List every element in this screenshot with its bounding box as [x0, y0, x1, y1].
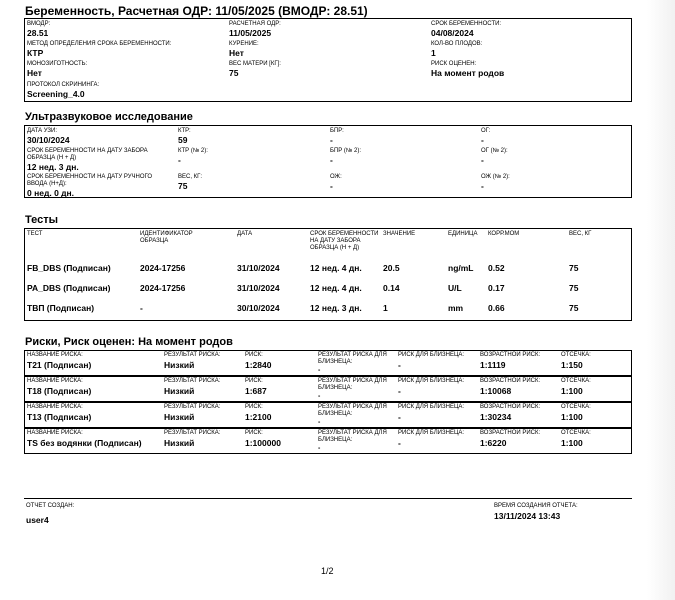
risk-value: 1:2840	[245, 360, 272, 370]
risk-name-label: НАЗВАНИЕ РИСКА:	[27, 378, 83, 384]
risk-name: T18 (Подписан)	[27, 386, 92, 396]
risk-value-label: РИСК:	[245, 352, 263, 358]
cutoff: 1:100	[561, 438, 583, 448]
ultrasound-box	[24, 125, 632, 198]
table-cell: 31/10/2024	[237, 283, 280, 293]
cutoff-label: ОТСЕЧКА:	[561, 430, 591, 436]
risk-value: 1:687	[245, 386, 267, 396]
twin-risk: -	[398, 386, 401, 396]
twin-risk: -	[398, 438, 401, 448]
table-cell: mm	[448, 303, 464, 313]
table-cell: U/L	[448, 283, 462, 293]
term-label: СРОК БЕРЕМЕННОСТИ:	[431, 21, 502, 27]
bpr2-value: -	[330, 155, 333, 165]
age-risk: 1:6220	[480, 438, 507, 448]
oj2-label: ОЖ (№ 2):	[481, 174, 510, 180]
table-cell: ng/mL	[448, 263, 474, 273]
tests-col-sample-id: ИДЕНТИФИКАТОР ОБРАЗЦА	[140, 231, 193, 244]
twin-result-label: РЕЗУЛЬТАТ РИСКА ДЛЯ БЛИЗНЕЦА:	[318, 378, 387, 391]
og2-value: -	[481, 155, 484, 165]
twin-risk-label: РИСК ДЛЯ БЛИЗНЕЦА:	[398, 430, 465, 436]
risk-result: Низкий	[164, 438, 195, 448]
tests-col-test: ТЕСТ	[27, 231, 43, 237]
fetus-count-label: КОЛ-ВО ПЛОДОВ:	[431, 41, 483, 47]
created-by-value: user4	[26, 515, 49, 525]
risk-result-label: РЕЗУЛЬТАТ РИСКА:	[164, 404, 221, 410]
protocol-value: Screening_4.0	[27, 89, 85, 99]
age-risk: 1:1119	[480, 360, 506, 370]
twin-risk: -	[398, 360, 401, 370]
age-risk-label: ВОЗРАСТНОЙ РИСК:	[480, 378, 541, 384]
fetus-count-value: 1	[431, 48, 436, 58]
cutoff-label: ОТСЕЧКА:	[561, 378, 591, 384]
ktr2-value: -	[178, 155, 181, 165]
risk-eval-value: На момент родов	[431, 68, 505, 78]
table-cell: 0.14	[383, 283, 400, 293]
table-cell: 0.52	[488, 263, 505, 273]
smoking-label: КУРЕНИЕ:	[229, 41, 259, 47]
table-cell: ТВП (Подписан)	[27, 303, 95, 313]
term-manual-value: 0 нед. 0 дн.	[27, 188, 75, 198]
ultrasound-title: Ультразвуковое исследование	[25, 111, 193, 123]
twin-result: -	[318, 445, 321, 452]
table-cell: PA_DBS (Подписан)	[27, 283, 111, 293]
table-cell: FB_DBS (Подписан)	[27, 263, 111, 273]
vmodr-label: ВМОДР:	[27, 21, 51, 27]
risk-result-label: РЕЗУЛЬТАТ РИСКА:	[164, 378, 221, 384]
term-at-label: СРОК БЕРЕМЕННОСТИ НА ДАТУ ЗАБОРА ОБРАЗЦА (Н + Д)	[27, 148, 148, 161]
risk-row	[24, 402, 632, 428]
risk-name-label: НАЗВАНИЕ РИСКА:	[27, 352, 83, 358]
table-cell: 0.66	[488, 303, 505, 313]
risks-title: Риски, Риск оценен: На момент родов	[25, 336, 233, 348]
twin-risk: -	[398, 412, 401, 422]
tests-col-term: СРОК БЕРЕМЕННОСТИ НА ДАТУ ЗАБОРА ОБРАЗЦА (Н + Д)	[310, 231, 379, 251]
risk-row	[24, 350, 632, 376]
risk-value: 1:2100	[245, 412, 272, 422]
table-cell: 0.17	[488, 283, 505, 293]
us-weight-value: 75	[178, 181, 188, 191]
us-date-label: ДАТА УЗИ:	[27, 128, 58, 134]
cutoff-label: ОТСЕЧКА:	[561, 352, 591, 358]
bpr-value: -	[330, 135, 333, 145]
tests-col-unit: ЕДИНИЦА	[448, 231, 478, 237]
age-risk-label: ВОЗРАСТНОЙ РИСК:	[480, 404, 541, 410]
table-cell: 12 нед. 4 дн.	[310, 283, 362, 293]
us-weight-label: ВЕС, КГ:	[178, 174, 203, 180]
odr-label: РАСЧЕТНАЯ ОДР:	[229, 21, 281, 27]
cutoff: 1:150	[561, 360, 583, 370]
risk-name-label: НАЗВАНИЕ РИСКА:	[27, 430, 83, 436]
table-cell: 12 нед. 4 дн.	[310, 263, 362, 273]
us-date-value: 30/10/2024	[27, 135, 70, 145]
page-edge-shadow	[647, 0, 675, 600]
method-value: КТР	[27, 48, 44, 58]
ktr2-label: КТР (№ 2):	[178, 148, 208, 154]
cutoff: 1:100	[561, 412, 583, 422]
table-cell: 30/10/2024	[237, 303, 280, 313]
monozyg-value: Нет	[27, 68, 42, 78]
age-risk-label: ВОЗРАСТНОЙ РИСК:	[480, 352, 541, 358]
bpr-label: БПР:	[330, 128, 344, 134]
table-cell: 31/10/2024	[237, 263, 280, 273]
risk-value-label: РИСК:	[245, 378, 263, 384]
oj2-value: -	[481, 181, 484, 191]
page-number: 1/2	[321, 566, 334, 576]
age-risk-label: ВОЗРАСТНОЙ РИСК:	[480, 430, 541, 436]
risk-result: Низкий	[164, 386, 195, 396]
tests-col-date: ДАТА	[237, 231, 253, 237]
risk-name: T13 (Подписан)	[27, 412, 92, 422]
table-cell: 20.5	[383, 263, 400, 273]
risk-name-label: НАЗВАНИЕ РИСКА:	[27, 404, 83, 410]
table-cell: 75	[569, 303, 579, 313]
og-value: -	[481, 135, 484, 145]
ktr-value: 59	[178, 135, 188, 145]
method-label: МЕТОД ОПРЕДЕЛЕНИЯ СРОКА БЕРЕМЕННОСТИ:	[27, 41, 172, 47]
twin-result: -	[318, 393, 321, 400]
risk-row	[24, 428, 632, 454]
tests-table	[24, 228, 632, 321]
og-label: ОГ:	[481, 128, 491, 134]
oj-value: -	[330, 181, 333, 191]
cutoff: 1:100	[561, 386, 583, 396]
risk-result-label: РЕЗУЛЬТАТ РИСКА:	[164, 430, 221, 436]
risk-value: 1:100000	[245, 438, 281, 448]
bpr2-label: БПР (№ 2):	[330, 148, 362, 154]
term-value: 04/08/2024	[431, 28, 474, 38]
twin-result-label: РЕЗУЛЬТАТ РИСКА ДЛЯ БЛИЗНЕЦА:	[318, 352, 387, 365]
ktr-label: КТР:	[178, 128, 191, 134]
odr-value: 11/05/2025	[229, 28, 272, 38]
tests-col-corr-mom: КОРР.МОМ	[488, 231, 520, 237]
created-at-value: 13/11/2024 13:43	[494, 511, 561, 521]
age-risk: 1:30234	[480, 412, 512, 422]
risk-result: Низкий	[164, 412, 195, 422]
twin-risk-label: РИСК ДЛЯ БЛИЗНЕЦА:	[398, 404, 465, 410]
table-cell: 75	[569, 283, 579, 293]
tests-col-value: ЗНАЧЕНИЕ	[383, 231, 416, 237]
twin-risk-label: РИСК ДЛЯ БЛИЗНЕЦА:	[398, 378, 465, 384]
og2-label: ОГ (№ 2):	[481, 148, 508, 154]
report-title: Беременность, Расчетная ОДР: 11/05/2025 (ВМОДР: 28.51)	[25, 4, 368, 18]
table-cell: 1	[383, 303, 388, 313]
vmodr-value: 28.51	[27, 28, 49, 38]
term-at-value: 12 нед. 3 дн.	[27, 162, 79, 172]
protocol-label: ПРОТОКОЛ СКРИНИНГА:	[27, 82, 100, 88]
table-cell: 12 нед. 3 дн.	[310, 303, 362, 313]
risk-name: T21 (Подписан)	[27, 360, 92, 370]
twin-result: -	[318, 419, 321, 426]
risk-value-label: РИСК:	[245, 404, 263, 410]
created-at-label: ВРЕМЯ СОЗДАНИЯ ОТЧЕТА:	[494, 503, 578, 509]
footer-divider	[24, 498, 632, 499]
risk-eval-label: РИСК ОЦЕНЕН:	[431, 61, 477, 67]
risk-result-label: РЕЗУЛЬТАТ РИСКА:	[164, 352, 221, 358]
table-cell: 2024-17256	[140, 263, 186, 273]
risk-row	[24, 376, 632, 402]
smoking-value: Нет	[229, 48, 244, 58]
cutoff-label: ОТСЕЧКА:	[561, 404, 591, 410]
oj-label: ОЖ:	[330, 174, 342, 180]
risk-result: Низкий	[164, 360, 195, 370]
created-by-label: ОТЧЕТ СОЗДАН:	[26, 503, 75, 509]
twin-result: -	[318, 367, 321, 374]
risk-value-label: РИСК:	[245, 430, 263, 436]
table-cell: -	[140, 303, 143, 313]
risk-name: TS без водянки (Подписан)	[27, 438, 142, 448]
twin-risk-label: РИСК ДЛЯ БЛИЗНЕЦА:	[398, 352, 465, 358]
table-cell: 2024-17256	[140, 283, 186, 293]
weight-label: ВЕС МАТЕРИ [КГ]:	[229, 61, 281, 67]
table-cell: 75	[569, 263, 579, 273]
twin-result-label: РЕЗУЛЬТАТ РИСКА ДЛЯ БЛИЗНЕЦА:	[318, 430, 387, 443]
pregnancy-box	[24, 18, 632, 102]
monozyg-label: МОНОЗИГОТНОСТЬ:	[27, 61, 88, 67]
tests-title: Тесты	[25, 214, 59, 226]
term-manual-label: СРОК БЕРЕМЕННОСТИ НА ДАТУ РУЧНОГО ВВОДА (Н+Д):	[27, 174, 153, 187]
age-risk: 1:10068	[480, 386, 512, 396]
tests-col-weight: ВЕС, КГ	[569, 231, 592, 237]
weight-value: 75	[229, 68, 239, 78]
twin-result-label: РЕЗУЛЬТАТ РИСКА ДЛЯ БЛИЗНЕЦА:	[318, 404, 387, 417]
